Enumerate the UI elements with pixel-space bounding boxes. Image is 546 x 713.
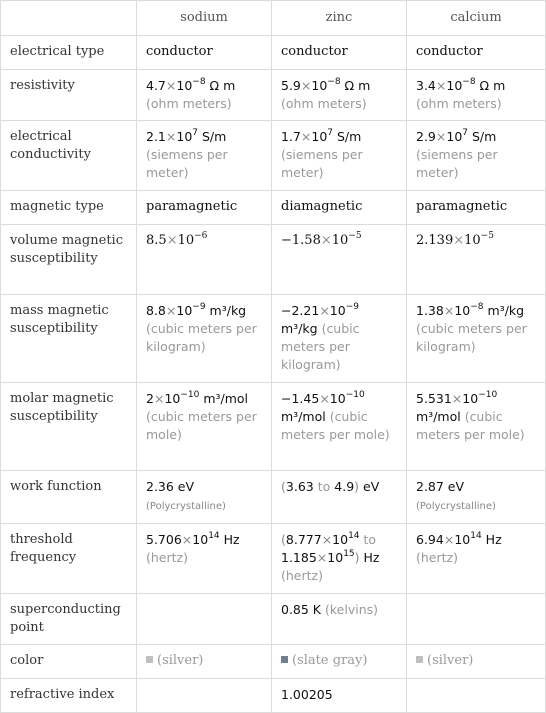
row-label: superconducting point <box>1 594 137 645</box>
row-label: resistivity <box>1 70 137 121</box>
cell-sodium: (silver) <box>137 645 272 679</box>
cell-calcium: 2.87 eV (Polycrystalline) <box>407 471 546 524</box>
row-electrical-conductivity <box>1 121 546 191</box>
row-magnetic-type <box>1 191 546 225</box>
cell-zinc: (slate gray) <box>272 645 407 679</box>
cell-calcium <box>407 679 546 713</box>
header-sodium: sodium <box>137 1 272 36</box>
color-swatch <box>146 656 153 663</box>
header-calcium: calcium <box>407 1 546 36</box>
row-refractive-index <box>1 679 546 713</box>
row-threshold-frequency <box>1 524 546 594</box>
cell-zinc: 1.00205 <box>272 679 407 713</box>
cell-zinc: $1.7\times 10^7$ S/m (siemens per meter) <box>272 121 407 191</box>
cell-zinc: $5.9\times 10^{-8}$ Ω m (ohm meters) <box>272 70 407 121</box>
row-label: refractive index <box>1 679 137 713</box>
cell-sodium: $8.5\times 10^{-6}$ <box>137 225 272 295</box>
cell-calcium: $2.9\times 10^7$ S/m (siemens per meter) <box>407 121 546 191</box>
row-color <box>1 645 546 679</box>
cell-zinc: diamagnetic <box>272 191 407 225</box>
row-label: electrical conductivity <box>1 121 137 191</box>
row-label: molar magnetic susceptibility <box>1 383 137 471</box>
cell-calcium: $3.4\times 10^{-8}$ Ω m (ohm meters) <box>407 70 546 121</box>
row-resistivity <box>1 70 546 121</box>
row-label: magnetic type <box>1 191 137 225</box>
row-label: color <box>1 645 137 679</box>
row-work-function <box>1 471 546 524</box>
row-superconducting-point <box>1 594 546 645</box>
cell-zinc: $-1.45\times 10^{-10}$ m³/mol (cubic meters per mole) <box>272 383 407 471</box>
row-label: threshold frequency <box>1 524 137 594</box>
row-mass-magnetic-susceptibility <box>1 295 546 383</box>
row-label: mass magnetic susceptibility <box>1 295 137 383</box>
header-row <box>1 1 546 36</box>
cell-sodium <box>137 679 272 713</box>
cell-calcium: $5.531\times 10^{-10}$ m³/mol (cubic meters per mole) <box>407 383 546 471</box>
cell-zinc: 0.85 K (kelvins) <box>272 594 407 645</box>
cell-sodium: $8.8\times 10^{-9}$ m³/kg (cubic meters per kilogram) <box>137 295 272 383</box>
cell-zinc: $-1.58\times 10^{-5}$ <box>272 225 407 295</box>
color-swatch <box>281 656 288 663</box>
cell-sodium: $4.7\times 10^{-8}$ Ω m (ohm meters) <box>137 70 272 121</box>
cell-calcium <box>407 594 546 645</box>
cell-calcium: conductor <box>407 36 546 70</box>
cell-zinc: ($8.777\times 10^{14}$ to $1.185\times 10^{15}$) Hz (hertz) <box>272 524 407 594</box>
cell-calcium: $1.38\times 10^{-8}$ m³/kg (cubic meters per kilogram) <box>407 295 546 383</box>
header-zinc: zinc <box>272 1 407 36</box>
cell-sodium: 2.36 eV (Polycrystalline) <box>137 471 272 524</box>
row-label: volume magnetic susceptibility <box>1 225 137 295</box>
cell-sodium: $2.1\times 10^7$ S/m (siemens per meter) <box>137 121 272 191</box>
cell-calcium: $6.94\times 10^{14}$ Hz (hertz) <box>407 524 546 594</box>
color-swatch <box>416 656 423 663</box>
cell-calcium: paramagnetic <box>407 191 546 225</box>
cell-sodium: conductor <box>137 36 272 70</box>
cell-sodium: $5.706\times 10^{14}$ Hz (hertz) <box>137 524 272 594</box>
cell-sodium: $2\times 10^{-10}$ m³/mol (cubic meters per mole) <box>137 383 272 471</box>
row-molar-magnetic-susceptibility <box>1 383 546 471</box>
cell-zinc: conductor <box>272 36 407 70</box>
cell-zinc: (3.63 to 4.9) eV <box>272 471 407 524</box>
cell-calcium: (silver) <box>407 645 546 679</box>
cell-sodium: paramagnetic <box>137 191 272 225</box>
row-label: work function <box>1 471 137 524</box>
cell-zinc: $-2.21\times 10^{-9}$ m³/kg (cubic meters per kilogram) <box>272 295 407 383</box>
row-electrical-type <box>1 36 546 70</box>
row-label: electrical type <box>1 36 137 70</box>
header-empty <box>1 1 137 36</box>
cell-calcium: $2.139\times 10^{-5}$ <box>407 225 546 295</box>
row-volume-magnetic-susceptibility <box>1 225 546 295</box>
cell-sodium <box>137 594 272 645</box>
